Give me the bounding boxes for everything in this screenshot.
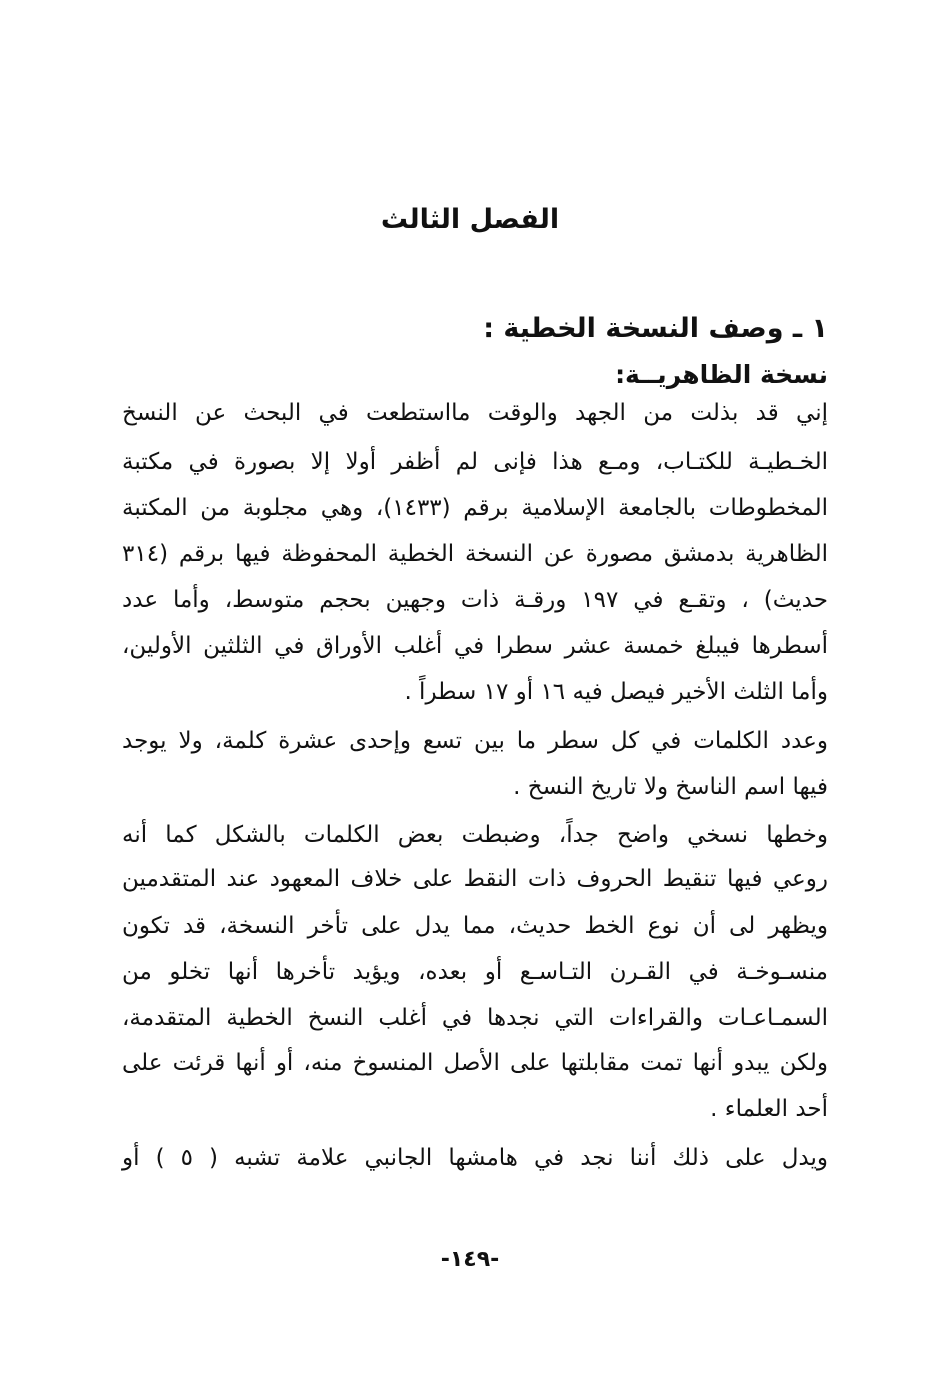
sub-heading: نسخة الظاهريــة:: [615, 360, 828, 389]
body-line: المخطوطات بالجامعة الإسلامية برقم (١٤٣٣)، وهي مجلوبة من المكتبة: [122, 495, 828, 521]
body-line: أحد العلماء .: [710, 1096, 828, 1122]
body-line: وأما الثلث الأخير فيصل فيه ١٦ أو ١٧ سطراً .: [404, 679, 828, 705]
section-heading: ١ ـ وصف النسخة الخطية :: [483, 313, 828, 344]
body-line: فيها اسم الناسخ ولا تاريخ النسخ .: [513, 774, 828, 800]
body-line: السمـاعـات والقراءات التي نجدها في أغلب النسخ الخطية المتقدمة،: [122, 1005, 828, 1031]
body-line: الظاهرية بدمشق مصورة عن النسخة الخطية المحفوظة فيها برقم (٣١٤: [122, 541, 828, 567]
body-line: منسـوخـة في القـرن التـاسـع أو بعده، ويؤيد تأخرها أنها تخلو من: [122, 959, 828, 985]
body-line: ولكن يبدو أنها تمت مقابلتها على الأصل المنسوخ منه، أو أنها قرئت على: [122, 1050, 828, 1076]
body-line: وعدد الكلمات في كل سطر ما بين تسع وإحدى عشرة كلمة، ولا يوجد: [122, 728, 828, 754]
body-line: الخـطيـة للكتـاب، ومـع هذا فإنى لم أظفر أولا إلا بصورة في مكتبة: [122, 449, 828, 475]
page-number: -١٤٩-: [440, 1247, 500, 1272]
body-line: أسطرها فيبلغ خمسة عشر سطرا في أغلب الأوراق في الثلثين الأولين،: [122, 633, 828, 659]
body-line: حديث) ، وتقـع في ١٩٧ ورقـة ذات وجهين بحجم متوسط، وأما عدد: [122, 587, 828, 613]
body-line: روعي فيها تنقيط الحروف ذات النقط على خلاف المعهود عند المتقدمين: [122, 866, 828, 892]
body-line: ويظهر لى أن نوع الخط حديث، مما يدل على تأخر النسخة، قد تكون: [122, 913, 828, 939]
body-line: إني قد بذلت من الجهد والوقت مااستطعت في البحث عن النسخ: [122, 400, 828, 426]
body-line: وخطها نسخي واضح جداً، وضبطت بعض الكلمات بالشكل كما أنه: [122, 822, 828, 848]
body-line: ويدل على ذلك أننا نجد في هامشها الجانبي علامة تشبه ( ٥ ) أو: [122, 1145, 828, 1171]
chapter-title: الفصل الثالث: [380, 204, 560, 235]
